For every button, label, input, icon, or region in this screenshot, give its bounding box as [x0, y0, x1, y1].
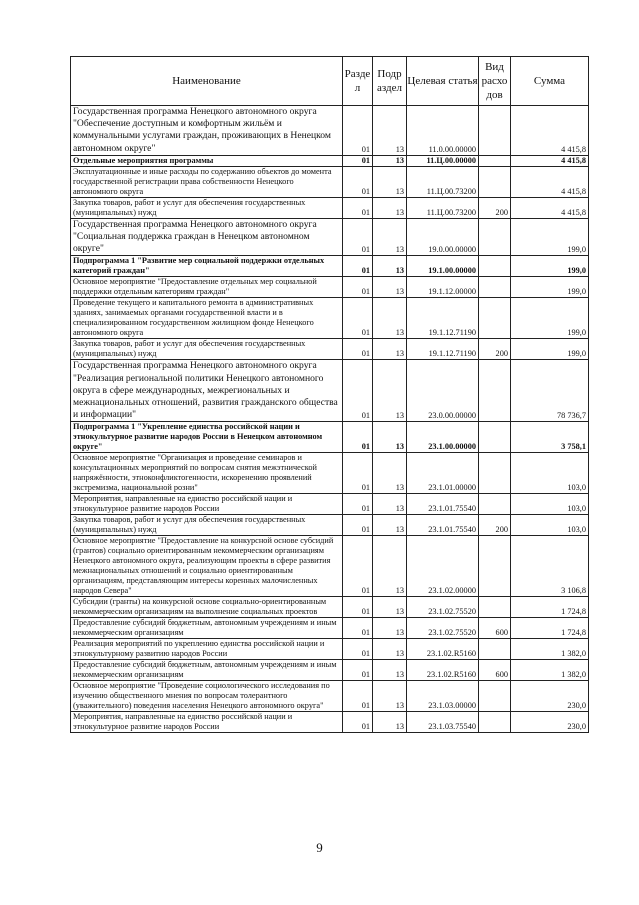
table-row — [71, 106, 589, 156]
cell-subsection: 13 — [373, 256, 407, 277]
header-sum: Сумма — [511, 57, 589, 106]
cell-subsection: 13 — [373, 298, 407, 339]
cell-name: Подпрограмма 1 "Развитие мер социальной поддержки отдельных категорий граждан" — [71, 256, 343, 277]
cell-subsection: 13 — [373, 166, 407, 197]
cell-target: 23.1.02.75520 — [407, 597, 479, 618]
table-row — [71, 618, 589, 639]
cell-sum: 4 415,8 — [511, 155, 589, 166]
cell-name: Подпрограмма 1 "Укрепление единства российской нации и этнокультурное развитие народов России в Ненецком автономном округе" — [71, 422, 343, 453]
cell-sum: 4 415,8 — [511, 106, 589, 156]
cell-name: Основное мероприятие "Организация и проведение семинаров и консультационных мероприятий по вопросам снятия межэтнической напряжённости, этноконфликтогенности, искоренению проявлений экстремизма, национальной розни" — [71, 453, 343, 494]
table-row — [71, 360, 589, 422]
cell-target: 19.1.12.71190 — [407, 339, 479, 360]
budget-sheet — [70, 56, 588, 733]
cell-sum: 103,0 — [511, 515, 589, 536]
cell-sum: 199,0 — [511, 256, 589, 277]
cell-subsection: 13 — [373, 681, 407, 712]
cell-sum: 4 415,8 — [511, 166, 589, 197]
cell-expense-type — [479, 298, 511, 339]
cell-target: 19.0.00.00000 — [407, 218, 479, 256]
header-subsection: Подр аздел — [373, 57, 407, 106]
cell-section: 01 — [343, 453, 373, 494]
table-row — [71, 536, 589, 597]
cell-expense-type — [479, 712, 511, 733]
cell-name: Государственная программа Ненецкого автономного округа "Реализация региональной политики Ненецкого автономного округа в сфере международных, межрегиональных и межнациональных отношений, развития гражданского общества и информации" — [71, 360, 343, 422]
cell-target: 11.Ц.00.00000 — [407, 155, 479, 166]
cell-target: 19.1.12.00000 — [407, 277, 479, 298]
cell-subsection: 13 — [373, 155, 407, 166]
cell-subsection: 13 — [373, 660, 407, 681]
cell-expense-type: 200 — [479, 515, 511, 536]
cell-name: Предоставление субсидий бюджетным, автономным учреждениям и иным некоммерческим организациям — [71, 660, 343, 681]
cell-expense-type — [479, 256, 511, 277]
cell-name: Основное мероприятие "Проведение социологического исследования по изучению общественного мнения по вопросам толерантного (уважительного) поведения населения Ненецкого автономного округа" — [71, 681, 343, 712]
cell-expense-type: 600 — [479, 660, 511, 681]
cell-target: 23.1.01.75540 — [407, 515, 479, 536]
header-name: Наименование — [71, 57, 343, 106]
cell-section: 01 — [343, 597, 373, 618]
cell-subsection: 13 — [373, 360, 407, 422]
table-row — [71, 453, 589, 494]
cell-target: 23.0.00.00000 — [407, 360, 479, 422]
cell-expense-type — [479, 422, 511, 453]
table-row — [71, 422, 589, 453]
table-row — [71, 639, 589, 660]
cell-subsection: 13 — [373, 197, 407, 218]
cell-section: 01 — [343, 639, 373, 660]
cell-name: Мероприятия, направленные на единство российской нации и этнокультурное развитие народов России — [71, 494, 343, 515]
cell-target: 11.Ц.00.73200 — [407, 197, 479, 218]
cell-section: 01 — [343, 106, 373, 156]
cell-expense-type — [479, 494, 511, 515]
cell-name: Государственная программа Ненецкого автономного округа "Социальная поддержка граждан в Ненецком автономном округе" — [71, 218, 343, 256]
cell-subsection: 13 — [373, 618, 407, 639]
table-row — [71, 166, 589, 197]
cell-name: Основное мероприятие "Предоставление отдельных мер социальной поддержки отдельным категориям граждан" — [71, 277, 343, 298]
budget-table — [70, 56, 589, 733]
cell-name: Мероприятия, направленные на единство российской нации и этнокультурное развитие народов России — [71, 712, 343, 733]
cell-section: 01 — [343, 515, 373, 536]
cell-expense-type — [479, 681, 511, 712]
cell-sum: 230,0 — [511, 712, 589, 733]
cell-sum: 1 724,8 — [511, 618, 589, 639]
table-header-row — [71, 57, 589, 106]
table-row — [71, 218, 589, 256]
cell-sum: 103,0 — [511, 494, 589, 515]
cell-section: 01 — [343, 494, 373, 515]
cell-target: 19.1.12.71190 — [407, 298, 479, 339]
cell-name: Реализация мероприятий по укреплению единства российской нации и этнокультурному развитию народов России — [71, 639, 343, 660]
cell-name: Закупка товаров, работ и услуг для обеспечения государственных (муниципальных) нужд — [71, 339, 343, 360]
cell-name: Предоставление субсидий бюджетным, автономным учреждениям и иным некоммерческим организациям — [71, 618, 343, 639]
cell-sum: 1 724,8 — [511, 597, 589, 618]
cell-subsection: 13 — [373, 494, 407, 515]
cell-subsection: 13 — [373, 339, 407, 360]
cell-sum: 199,0 — [511, 218, 589, 256]
cell-section: 01 — [343, 660, 373, 681]
cell-sum: 230,0 — [511, 681, 589, 712]
cell-name: Закупка товаров, работ и услуг для обеспечения государственных (муниципальных) нужд — [71, 515, 343, 536]
page-number: 9 — [316, 840, 323, 855]
header-target: Целевая статья — [407, 57, 479, 106]
cell-name: Проведение текущего и капитального ремонта в административных зданиях, занимаемых органами государственной власти и в специализированном государственном жилищном фонде Ненецкого автономного округа — [71, 298, 343, 339]
cell-name: Эксплуатационные и иные расходы по содержанию объектов до момента государственной регистрации права собственности Ненецкого автономного округа — [71, 166, 343, 197]
cell-expense-type — [479, 597, 511, 618]
cell-target: 23.1.02.00000 — [407, 536, 479, 597]
cell-section: 01 — [343, 155, 373, 166]
cell-target: 23.1.02.R5160 — [407, 660, 479, 681]
header-expense-type: Вид расхо дов — [479, 57, 511, 106]
cell-target: 23.1.01.00000 — [407, 453, 479, 494]
cell-subsection: 13 — [373, 639, 407, 660]
cell-section: 01 — [343, 360, 373, 422]
cell-subsection: 13 — [373, 536, 407, 597]
cell-sum: 1 382,0 — [511, 639, 589, 660]
cell-section: 01 — [343, 712, 373, 733]
cell-target: 11.Ц.00.73200 — [407, 166, 479, 197]
cell-subsection: 13 — [373, 597, 407, 618]
cell-target: 23.1.03.75540 — [407, 712, 479, 733]
cell-sum: 103,0 — [511, 453, 589, 494]
cell-expense-type — [479, 360, 511, 422]
cell-section: 01 — [343, 681, 373, 712]
table-row — [71, 712, 589, 733]
cell-target: 19.1.00.00000 — [407, 256, 479, 277]
cell-sum: 4 415,8 — [511, 197, 589, 218]
cell-subsection: 13 — [373, 218, 407, 256]
cell-expense-type — [479, 639, 511, 660]
table-row — [71, 256, 589, 277]
cell-sum: 199,0 — [511, 277, 589, 298]
cell-section: 01 — [343, 536, 373, 597]
cell-target: 23.1.03.00000 — [407, 681, 479, 712]
cell-name: Государственная программа Ненецкого автономного округа "Обеспечение доступным и комфортным жильём и коммунальными услугами граждан, проживающих в Ненецком автономном округе" — [71, 106, 343, 156]
table-body — [71, 106, 589, 733]
table-row — [71, 155, 589, 166]
table-row — [71, 298, 589, 339]
cell-target: 23.1.02.75520 — [407, 618, 479, 639]
cell-sum: 1 382,0 — [511, 660, 589, 681]
cell-expense-type: 200 — [479, 197, 511, 218]
cell-target: 23.1.02.R5160 — [407, 639, 479, 660]
cell-subsection: 13 — [373, 515, 407, 536]
table-row — [71, 597, 589, 618]
cell-sum: 3 106,8 — [511, 536, 589, 597]
table-row — [71, 339, 589, 360]
cell-section: 01 — [343, 618, 373, 639]
cell-sum: 199,0 — [511, 298, 589, 339]
cell-subsection: 13 — [373, 277, 407, 298]
cell-expense-type — [479, 453, 511, 494]
table-row — [71, 660, 589, 681]
cell-sum: 199,0 — [511, 339, 589, 360]
cell-expense-type — [479, 218, 511, 256]
cell-section: 01 — [343, 197, 373, 218]
cell-section: 01 — [343, 166, 373, 197]
cell-expense-type — [479, 106, 511, 156]
cell-expense-type — [479, 155, 511, 166]
cell-name: Основное мероприятие "Предоставление на конкурсной основе субсидий (грантов) социально ориентированным некоммерческим организациям Ненецкого автономного округа, реализующим проекты в сфере развития межнациональных отношений и социально ориентированным организациям, представляющим интересы коренных малочисленных народов Севера" — [71, 536, 343, 597]
table-row — [71, 494, 589, 515]
cell-expense-type — [479, 277, 511, 298]
cell-expense-type — [479, 166, 511, 197]
cell-sum: 3 758,1 — [511, 422, 589, 453]
cell-subsection: 13 — [373, 453, 407, 494]
cell-expense-type: 200 — [479, 339, 511, 360]
cell-target: 11.0.00.00000 — [407, 106, 479, 156]
table-row — [71, 197, 589, 218]
cell-name: Закупка товаров, работ и услуг для обеспечения государственных (муниципальных) нужд — [71, 197, 343, 218]
cell-subsection: 13 — [373, 106, 407, 156]
table-row — [71, 681, 589, 712]
cell-expense-type — [479, 536, 511, 597]
cell-section: 01 — [343, 339, 373, 360]
table-row — [71, 515, 589, 536]
cell-section: 01 — [343, 218, 373, 256]
table-row — [71, 277, 589, 298]
cell-expense-type: 600 — [479, 618, 511, 639]
cell-section: 01 — [343, 298, 373, 339]
cell-target: 23.1.01.75540 — [407, 494, 479, 515]
cell-sum: 78 736,7 — [511, 360, 589, 422]
cell-subsection: 13 — [373, 712, 407, 733]
cell-name: Субсидии (гранты) на конкурсной основе социально-ориентированным некоммерческим организациям на выполнение социальных проектов — [71, 597, 343, 618]
cell-section: 01 — [343, 256, 373, 277]
header-section: Разде л — [343, 57, 373, 106]
cell-section: 01 — [343, 422, 373, 453]
cell-section: 01 — [343, 277, 373, 298]
cell-target: 23.1.00.00000 — [407, 422, 479, 453]
cell-subsection: 13 — [373, 422, 407, 453]
cell-name: Отдельные мероприятия программы — [71, 155, 343, 166]
